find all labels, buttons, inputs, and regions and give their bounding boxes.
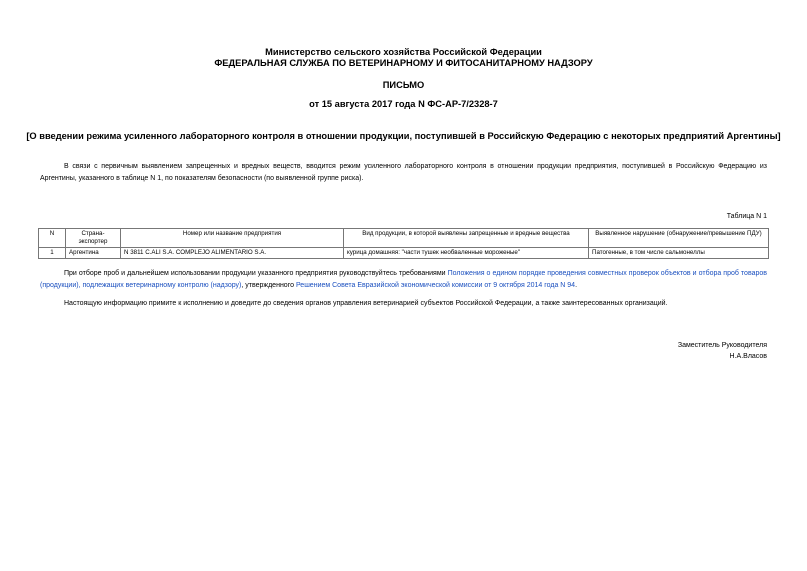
cell-enterprise: N 3811 C.ALI S.A. COMPLEJO ALIMENTARIO S.A. <box>121 248 344 259</box>
paragraph-requirements <box>40 268 767 291</box>
regulation-link[interactable]: Положения о едином порядке проведения совместных проверок объектов и отбора проб товаров (продукции), подлежащих ветеринарному контролю (надзору) <box>40 270 767 289</box>
doc-type: ПИСЬМО <box>382 80 425 90</box>
header-violation: Выявленное нарушение (обнаружение/превышение ПДУ) <box>589 229 769 248</box>
table-row <box>39 248 769 259</box>
cell-n: 1 <box>39 248 66 259</box>
header-n: N <box>39 229 66 248</box>
header-product: Вид продукции, в которой выявлены запрещенные и вредные вещества <box>344 229 589 248</box>
ministry-title: Министерство сельского хозяйства Российской Федерации <box>265 47 542 57</box>
requirements-text-before: При отборе проб и дальнейшем использовании продукции указанного предприятия руководствуйтесь требованиями <box>64 270 448 277</box>
requirements-text-after: . <box>575 281 578 289</box>
cell-product: курица домашняя: "части тушек необваленные мороженые" <box>344 248 589 259</box>
paragraph-closing: Настоящую информацию примите к исполнению и доведите до сведения органов управления ветеринарией субъектов Российской Федерации, а также заинтересованных организаций. <box>64 300 668 307</box>
signature-name: Н.А.Власов <box>729 353 767 360</box>
service-title: ФЕДЕРАЛЬНАЯ СЛУЖБА ПО ВЕТЕРИНАРНОМУ И ФИТОСАНИТАРНОМУ НАДЗОРУ <box>214 58 593 68</box>
header-enterprise: Номер или название предприятия <box>121 229 344 248</box>
requirements-text-mid: , утвержденного <box>241 281 296 289</box>
cell-violation: Патогенные, в том числе сальмонеллы <box>589 248 769 259</box>
table-caption: Таблица N 1 <box>726 213 767 220</box>
decision-link[interactable]: Решением Совета Евразийской экономической комиссии от 9 октября 2014 года N 94 <box>295 281 576 289</box>
violations-table <box>38 228 769 259</box>
doc-date-number: от 15 августа 2017 года N ФС-АР-7/2328-7 <box>309 99 498 109</box>
table-header-row <box>39 229 769 248</box>
paragraph-intro: В связи с первичным выявлением запрещенных и вредных веществ, вводится режим усиленного лабораторного контроля в отношении продукции предприятия, поступившей в Российскую Федерацию из Аргентины, указанного в таблице N 1, по показателям безопасности (по выявленной группе риска). <box>40 163 767 182</box>
doc-subject: [О введении режима усиленного лабораторного контроля в отношении продукции, поступившей в Российскую Федерацию с некоторых предприятий Аргентины] <box>26 131 781 141</box>
cell-country: Аргентина <box>66 248 121 259</box>
signature-position: Заместитель Руководителя <box>677 342 767 349</box>
header-country: Страна-экспортер <box>66 229 121 248</box>
